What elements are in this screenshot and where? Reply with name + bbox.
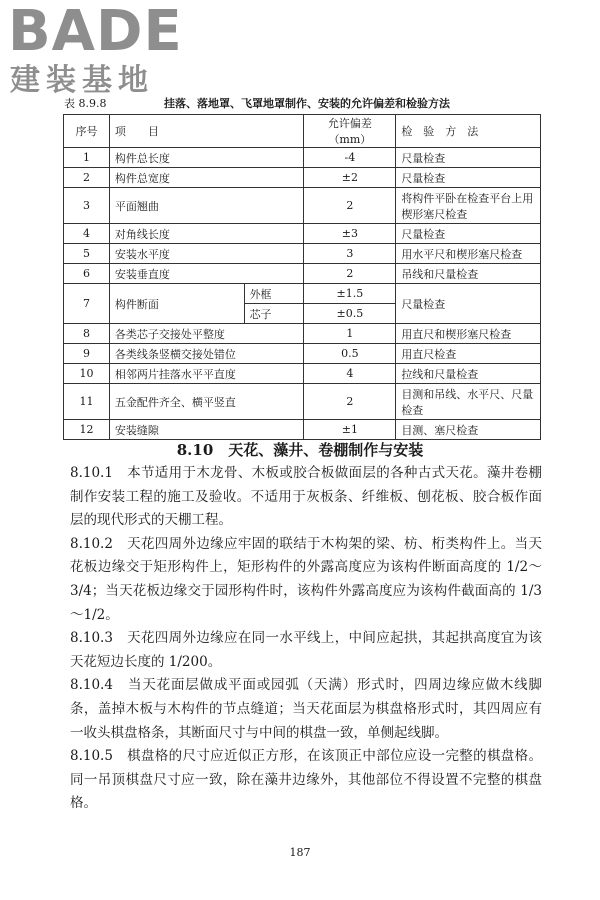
logo-wordmark: BADE (8, 0, 183, 64)
row-item: 相邻两片挂落水平平直度 (109, 364, 304, 384)
logo-subtitle: 建装基地 (10, 63, 154, 98)
table-row (64, 188, 541, 224)
row-seq: 9 (64, 344, 110, 364)
row-item: 对角线长度 (109, 224, 304, 244)
table-row (64, 264, 541, 284)
row-seq: 7 (64, 284, 110, 324)
row-tolerance: 1 (304, 324, 396, 344)
row-method: 尺量检查 (396, 148, 541, 168)
row-method: 尺量检查 (396, 224, 541, 244)
row-method: 拉线和尺量检查 (396, 364, 541, 384)
header-method: 检 验 方 法 (396, 115, 541, 148)
row-tolerance: ±2 (304, 168, 396, 188)
paragraph-8-10-5: 8.10.5 棋盘格的尺寸应近似正方形，在该顶正中部位应设一完整的棋盘格。同一吊顶棋盘尺寸应一致，除在藻井边缘外，其他部位不得设置不完整的棋盘格。 (70, 748, 542, 812)
table-number: 表 8.9.8 (64, 97, 107, 110)
row-item: 安装缝隙 (109, 420, 304, 440)
row-tolerance: 3 (304, 244, 396, 264)
row-method: 目测和吊线、水平尺、尺量检查 (396, 384, 541, 420)
row-item: 安装垂直度 (109, 264, 304, 284)
section-heading: 8.10 天花、藻井、卷棚制作与安装 (176, 441, 424, 459)
row-subitem-frame: 外框 (244, 284, 304, 304)
row-method: 尺量检查 (396, 284, 541, 324)
table-row (64, 364, 541, 384)
table-header-row (64, 115, 541, 148)
table-row (64, 224, 541, 244)
tolerance-table (63, 114, 541, 440)
row-tolerance-frame: ±1.5 (304, 284, 396, 304)
row-method: 尺量检查 (396, 168, 541, 188)
row-item: 构件总长度 (109, 148, 304, 168)
row-seq: 2 (64, 168, 110, 188)
row-method: 用直尺和楔形塞尺检查 (396, 324, 541, 344)
table-row (64, 244, 541, 264)
row-item: 构件总宽度 (109, 168, 304, 188)
paragraph-8-10-1: 8.10.1 本节适用于木龙骨、木板或胶合板做面层的各种古式天花。藻井卷棚制作安装工程的施工及验收。不适用于灰板条、纤维板、刨花板、胶合板作面层的现代形式的天棚工程。 (70, 465, 542, 529)
row-seq: 1 (64, 148, 110, 168)
row-tolerance: 0.5 (304, 344, 396, 364)
row-seq: 12 (64, 420, 110, 440)
row-seq: 5 (64, 244, 110, 264)
row-method: 目测、塞尺检查 (396, 420, 541, 440)
row-tolerance: 4 (304, 364, 396, 384)
page-number: 187 (289, 846, 311, 859)
header-item: 项 目 (109, 115, 304, 148)
row-tolerance: 2 (304, 264, 396, 284)
row-seq: 11 (64, 384, 110, 420)
row-tolerance-core: ±0.5 (304, 304, 396, 324)
table-row (64, 168, 541, 188)
row-method: 用直尺检查 (396, 344, 541, 364)
row-tolerance: 2 (304, 384, 396, 420)
row-tolerance: ±1 (304, 420, 396, 440)
table-row (64, 344, 541, 364)
row-seq: 3 (64, 188, 110, 224)
row-item: 各类芯子交接处平整度 (109, 324, 304, 344)
row-tolerance: 2 (304, 188, 396, 224)
table-title: 挂落、落地罩、飞罩地罩制作、安装的允许偏差和检验方法 (164, 97, 450, 110)
table-row (64, 420, 541, 440)
bade-logo (8, 2, 183, 102)
row-seq: 6 (64, 264, 110, 284)
table-row (64, 384, 541, 420)
header-seq: 序号 (64, 115, 110, 148)
table-row (64, 148, 541, 168)
row-item: 五金配件齐全、横平竖直 (109, 384, 304, 420)
row-seq: 8 (64, 324, 110, 344)
row-item: 构件断面 (109, 284, 244, 324)
table-row (64, 324, 541, 344)
row-tolerance: ±3 (304, 224, 396, 244)
row-method: 将构件平卧在检查平台上用楔形塞尺检查 (396, 188, 541, 224)
header-tolerance: 允许偏差（mm） (304, 115, 396, 148)
paragraph-8-10-2: 8.10.2 天花四周外边缘应牢固的联结于木构架的梁、枋、桁类构件上。当天花板边缘交于矩形构件上，矩形构件的外露高度应为该构件断面高度的 1/2～3/4；当天花板边缘交于园形构件时，该构件外露高度应为该构件截面高的 1/3～1/2。 (70, 535, 542, 623)
section-body (70, 462, 542, 816)
row-method: 用水平尺和楔形塞尺检查 (396, 244, 541, 264)
row-subitem-core: 芯子 (244, 304, 304, 324)
paragraph-8-10-4: 8.10.4 当天花面层做成平面或园弧（天满）形式时，四周边缘应做木线脚条，盖掉木板与木构件的节点缝道；当天花面层为棋盘格形式时，其四周应有一收头棋盘格条，其断面尺寸与中间的棋盘一致，单侧起线脚。 (70, 677, 542, 741)
row-seq: 10 (64, 364, 110, 384)
row-item: 平面翘曲 (109, 188, 304, 224)
row-seq: 4 (64, 224, 110, 244)
row-item: 各类线条竖横交接处错位 (109, 344, 304, 364)
paragraph-8-10-3: 8.10.3 天花四周外边缘应在同一水平线上，中间应起拱，其起拱高度宜为该天花短边长度的 1/200。 (70, 630, 542, 670)
row-item: 安装水平度 (109, 244, 304, 264)
table-row (64, 284, 541, 304)
row-tolerance: -4 (304, 148, 396, 168)
row-method: 吊线和尺量检查 (396, 264, 541, 284)
